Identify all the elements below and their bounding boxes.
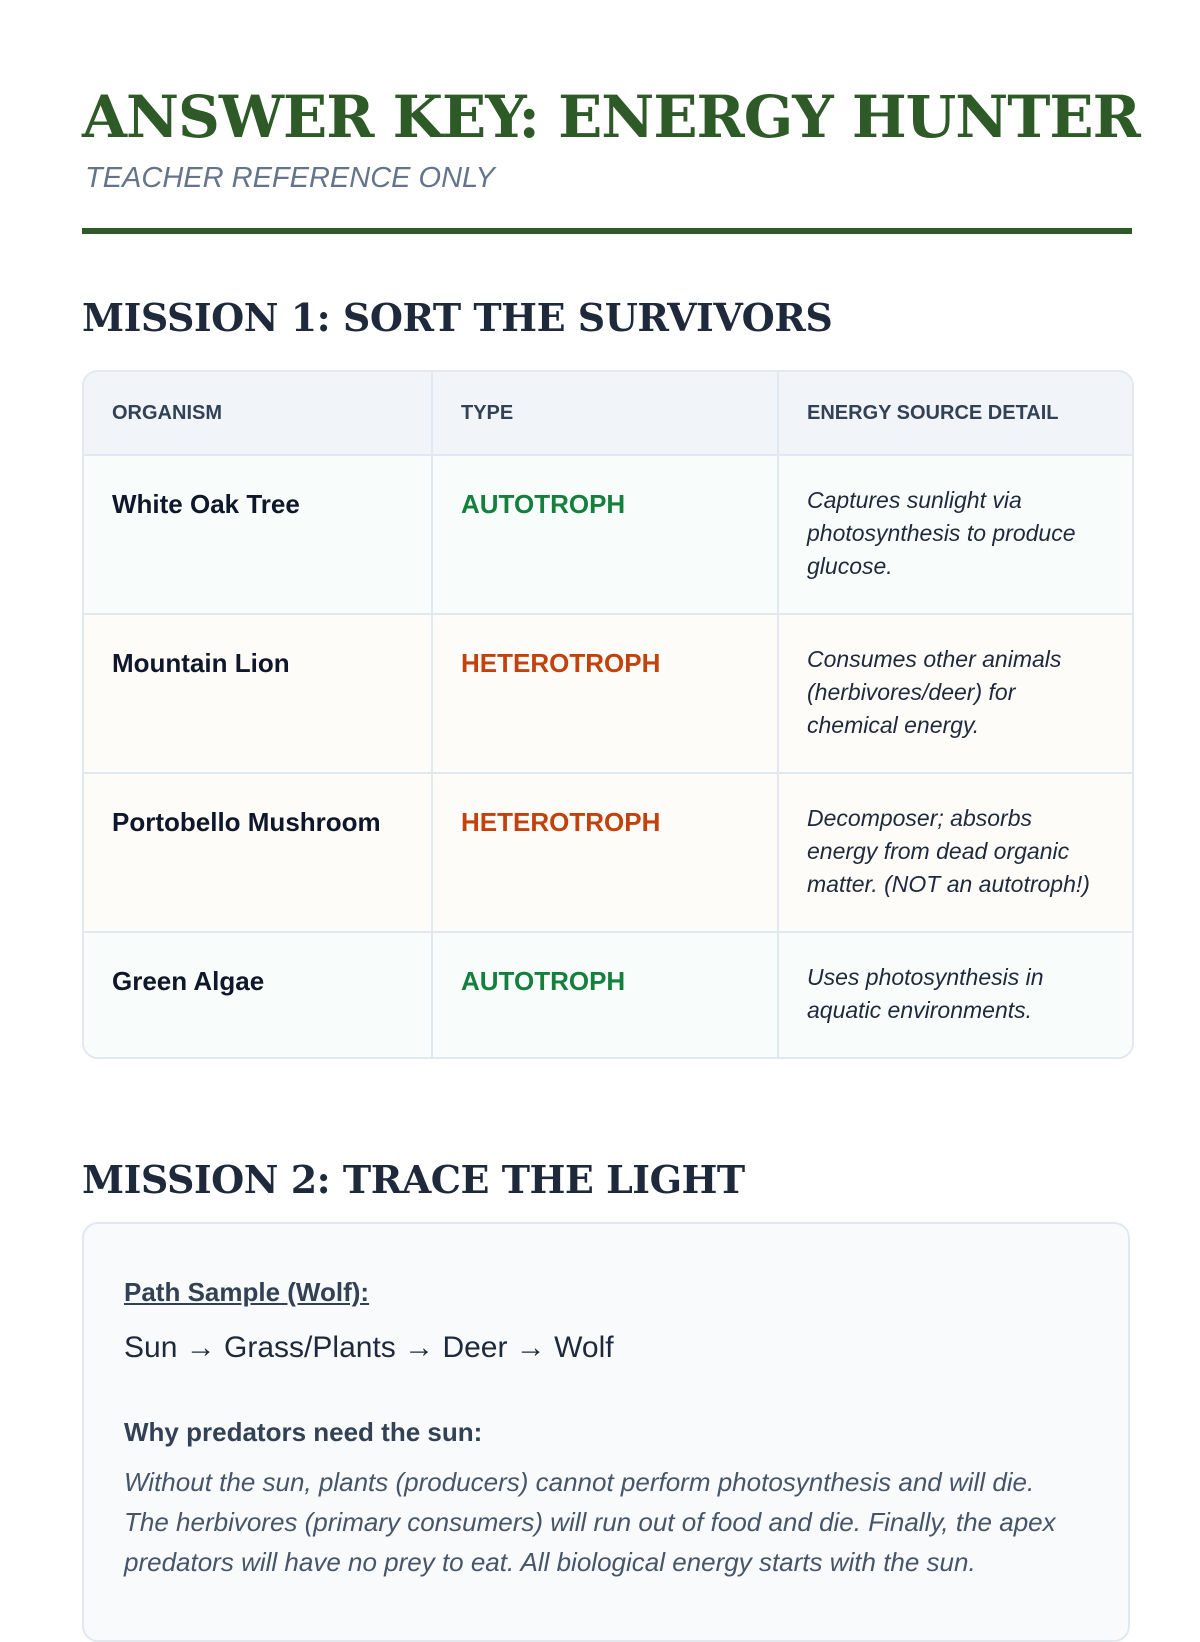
- organism-name: Portobello Mushroom: [112, 807, 381, 837]
- why-predators-explanation: Without the sun, plants (producers) cannot perform photosynthesis and will die. The herbivores (primary consumers) will run out of food and die. Finally, the apex predators will have no prey to eat. All biological energy starts with the sun.: [124, 1467, 1056, 1577]
- detail-cell: [778, 773, 1132, 932]
- energy-source-detail: Uses photosynthesis in aquatic environments.: [807, 964, 1044, 1023]
- mission-2-heading: MISSION 2: TRACE THE LIGHT: [82, 1157, 745, 1202]
- organism-cell: [84, 455, 432, 614]
- type-cell: [432, 773, 778, 932]
- page-subtitle: TEACHER REFERENCE ONLY: [85, 162, 495, 194]
- title-divider: [82, 228, 1132, 234]
- detail-cell: [778, 932, 1132, 1057]
- survivors-table: [82, 370, 1134, 1059]
- detail-cell: [778, 614, 1132, 773]
- path-sample-label: Path Sample (Wolf):: [124, 1277, 370, 1307]
- mission-1-heading: MISSION 1: SORT THE SURVIVORS: [82, 295, 833, 340]
- energy-source-detail: Consumes other animals (herbivores/deer) for chemical energy.: [807, 646, 1062, 738]
- column-header-energy-source: ENERGY SOURCE DETAIL: [778, 372, 1132, 455]
- organism-cell: [84, 773, 432, 932]
- table-row: [84, 614, 1132, 773]
- food-chain-path: Sun → Grass/Plants → Deer → Wolf: [124, 1331, 614, 1364]
- table-row: [84, 773, 1132, 932]
- detail-cell: [778, 455, 1132, 614]
- type-cell: [432, 932, 778, 1057]
- type-cell: [432, 614, 778, 773]
- why-predators-label: Why predators need the sun:: [124, 1417, 483, 1447]
- organism-name: Green Algae: [112, 966, 265, 996]
- column-header-organism: ORGANISM: [84, 372, 432, 455]
- organism-name: White Oak Tree: [112, 489, 300, 519]
- organism-type: AUTOTROPH: [461, 489, 626, 519]
- organism-name: Mountain Lion: [112, 648, 290, 678]
- table-header-row: [84, 372, 1132, 455]
- energy-source-detail: Decomposer; absorbs energy from dead organic matter. (NOT an autotroph!): [807, 805, 1090, 897]
- organism-type: AUTOTROPH: [461, 966, 626, 996]
- table-row: [84, 455, 1132, 614]
- organism-cell: [84, 614, 432, 773]
- type-cell: [432, 455, 778, 614]
- energy-source-detail: Captures sunlight via photosynthesis to produce glucose.: [807, 487, 1076, 579]
- column-header-type: TYPE: [432, 372, 778, 455]
- trace-the-light-box: [82, 1222, 1130, 1642]
- table-row: [84, 932, 1132, 1057]
- organism-type: HETEROTROPH: [461, 648, 661, 678]
- page-title: ANSWER KEY: ENERGY HUNTER: [82, 83, 1140, 151]
- organism-type: HETEROTROPH: [461, 807, 661, 837]
- organism-cell: [84, 932, 432, 1057]
